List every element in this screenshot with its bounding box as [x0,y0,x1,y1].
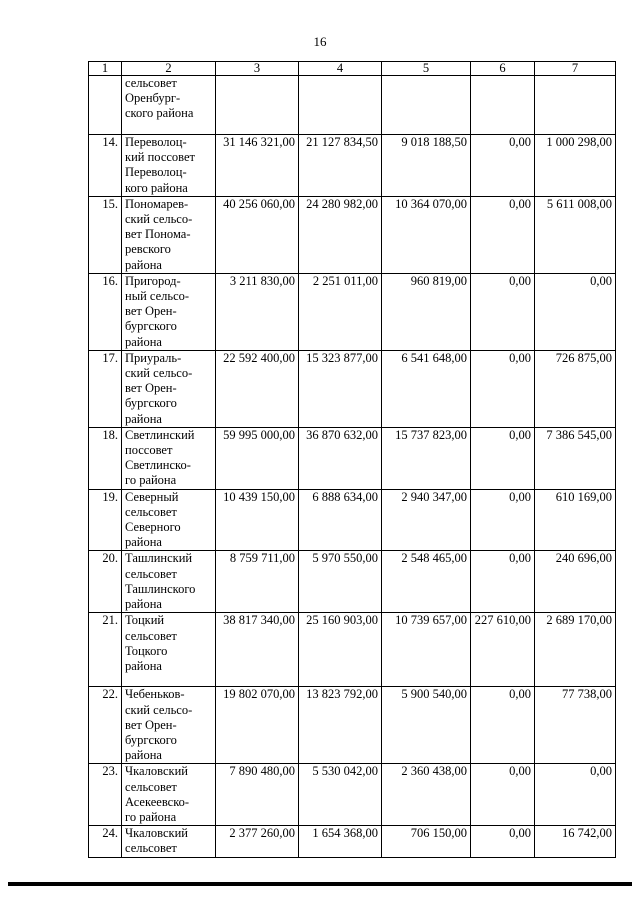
column-header: 1 [89,62,122,76]
amount-cell-c3: 38 817 340,00 [216,613,299,687]
name-line: Приураль- [125,350,182,365]
amount-cell-c3: 31 146 321,00 [216,135,299,197]
amount-cell-c5: 9 018 188,50 [382,135,471,197]
name-line: вет Понома- [125,227,191,242]
column-header: 4 [299,62,382,76]
amount-cell-c7: 7 386 545,00 [535,427,616,489]
municipality-name [122,350,216,427]
municipality-name [122,427,216,489]
row-number: 19. [89,489,122,551]
name-line: бургского [125,319,177,334]
name-line: го района [125,809,177,824]
name-line: района [125,748,162,763]
municipality-name [122,489,216,551]
row-number: 16. [89,273,122,350]
name-line: Северного [125,520,181,535]
name-line: сельсовет [125,504,177,519]
table-row [89,76,616,135]
name-line: района [125,658,162,673]
row-number: 20. [89,551,122,613]
page-number: 16 [313,34,327,49]
name-line: района [125,334,162,349]
amount-cell-c4: 6 888 634,00 [299,489,382,551]
table-row [89,826,616,858]
amount-cell-c5: 2 940 347,00 [382,489,471,551]
name-line: Пригород- [125,273,181,288]
amount-cell-c7: 1 000 298,00 [535,135,616,197]
name-line: Светлинский [125,427,195,442]
table-row [89,135,616,197]
name-line: бургского [125,732,177,747]
amount-cell-c4: 5 530 042,00 [299,764,382,826]
row-number: 22. [89,687,122,764]
name-line: Ташлинского [125,581,196,596]
amount-cell-c6: 0,00 [471,273,535,350]
row-number: 24. [89,826,122,858]
name-line: кого района [125,180,188,195]
name-line: ский сельсо- [125,366,193,381]
table-header-row [89,62,616,76]
column-header: 5 [382,62,471,76]
amount-cell-c4: 2 251 011,00 [299,273,382,350]
amount-cell-c6: 0,00 [471,350,535,427]
name-line: Переволоц- [125,135,187,149]
amount-cell-c4: 15 323 877,00 [299,350,382,427]
amount-cell-c5: 6 541 648,00 [382,350,471,427]
name-line: ский сельсо- [125,702,193,717]
amount-cell-c5: 960 819,00 [382,273,471,350]
name-line: района [125,411,162,426]
municipality-name [122,135,216,197]
amount-cell-c4: 24 280 982,00 [299,196,382,273]
amount-cell-c7: 0,00 [535,764,616,826]
name-line: Чебеньков- [125,687,185,702]
table-row [89,551,616,613]
row-number: 15. [89,196,122,273]
amount-cell-c4: 21 127 834,50 [299,135,382,197]
amount-cell-c3: 59 995 000,00 [216,427,299,489]
municipality-name [122,273,216,350]
name-line: района [125,597,162,612]
row-number: 17. [89,350,122,427]
table-row [89,489,616,551]
amount-cell-c7: 16 742,00 [535,826,616,858]
name-line: района [125,535,162,550]
row-number: 21. [89,613,122,687]
amount-cell-c4 [299,76,382,135]
amount-cell-c5: 15 737 823,00 [382,427,471,489]
name-line: Переволоц- [125,165,187,180]
name-line: Светлинско- [125,458,191,473]
amount-cell-c4: 13 823 792,00 [299,687,382,764]
bottom-rule [8,882,632,886]
amount-cell-c6 [471,76,535,135]
amount-cell-c6: 0,00 [471,489,535,551]
amount-cell-c7: 0,00 [535,273,616,350]
row-number [89,76,122,135]
column-header: 7 [535,62,616,76]
name-line: ский сельсо- [125,212,193,227]
name-line: Оренбург- [125,91,181,106]
municipality-name [122,613,216,687]
amount-cell-c5: 5 900 540,00 [382,687,471,764]
name-line: кий поссовет [125,150,196,165]
name-line: бургского [125,396,177,411]
amount-cell-c3: 10 439 150,00 [216,489,299,551]
name-line: района [125,257,162,272]
table-row [89,613,616,687]
name-line: сельсовет [125,841,177,856]
row-number: 18. [89,427,122,489]
amount-cell-c7 [535,76,616,135]
amount-cell-c3: 8 759 711,00 [216,551,299,613]
amount-cell-c5: 10 364 070,00 [382,196,471,273]
amount-cell-c3 [216,76,299,135]
amount-cell-c7: 610 169,00 [535,489,616,551]
amount-cell-c6: 0,00 [471,764,535,826]
amount-cell-c4: 36 870 632,00 [299,427,382,489]
amount-cell-c3: 22 592 400,00 [216,350,299,427]
column-header: 3 [216,62,299,76]
municipality-name [122,826,216,858]
municipality-name [122,551,216,613]
amount-cell-c7: 240 696,00 [535,551,616,613]
row-number: 14. [89,135,122,197]
amount-cell-c7: 2 689 170,00 [535,613,616,687]
amount-cell-c3: 2 377 260,00 [216,826,299,858]
name-line: Асекеевско- [125,794,190,809]
table-row [89,427,616,489]
budget-table [88,61,616,858]
amount-cell-c6: 0,00 [471,135,535,197]
amount-cell-c3: 3 211 830,00 [216,273,299,350]
table-row [89,350,616,427]
amount-cell-c6: 0,00 [471,427,535,489]
amount-cell-c5: 10 739 657,00 [382,613,471,687]
name-line: Северный [125,489,179,504]
municipality-name [122,76,216,135]
name-line: сельсовет [125,628,177,643]
amount-cell-c7: 726 875,00 [535,350,616,427]
name-line: Тоцкого [125,643,168,658]
amount-cell-c5 [382,76,471,135]
amount-cell-c5: 2 548 465,00 [382,551,471,613]
column-header: 6 [471,62,535,76]
amount-cell-c6: 227 610,00 [471,613,535,687]
row-number: 23. [89,764,122,826]
column-header: 2 [122,62,216,76]
name-line: ный сельсо- [125,289,190,304]
amount-cell-c4: 1 654 368,00 [299,826,382,858]
amount-cell-c5: 706 150,00 [382,826,471,858]
name-line: сельсовет [125,76,177,90]
name-line: Ташлинский [125,551,193,566]
amount-cell-c4: 25 160 903,00 [299,613,382,687]
amount-cell-c4: 5 970 550,00 [299,551,382,613]
name-line: вет Орен- [125,381,177,396]
name-line: го района [125,473,177,488]
municipality-name [122,196,216,273]
name-line: ского района [125,106,194,121]
name-line: Чкаловский [125,826,188,841]
name-line: поссовет [125,443,173,458]
table-row [89,687,616,764]
table-row [89,273,616,350]
name-line: Пономарев- [125,196,189,211]
name-line: сельсовет [125,779,177,794]
amount-cell-c6: 0,00 [471,687,535,764]
amount-cell-c3: 19 802 070,00 [216,687,299,764]
municipality-name [122,687,216,764]
name-line: вет Орен- [125,717,177,732]
amount-cell-c5: 2 360 438,00 [382,764,471,826]
amount-cell-c7: 5 611 008,00 [535,196,616,273]
amount-cell-c6: 0,00 [471,196,535,273]
table-body [89,76,616,858]
name-line: вет Орен- [125,304,177,319]
amount-cell-c7: 77 738,00 [535,687,616,764]
name-line: сельсовет [125,566,177,581]
name-line: Чкаловский [125,764,188,779]
amount-cell-c6: 0,00 [471,826,535,858]
amount-cell-c6: 0,00 [471,551,535,613]
amount-cell-c3: 40 256 060,00 [216,196,299,273]
name-line: Тоцкий [125,613,165,628]
table-row [89,764,616,826]
table-row [89,196,616,273]
amount-cell-c3: 7 890 480,00 [216,764,299,826]
municipality-name [122,764,216,826]
name-line: ревского [125,242,171,257]
